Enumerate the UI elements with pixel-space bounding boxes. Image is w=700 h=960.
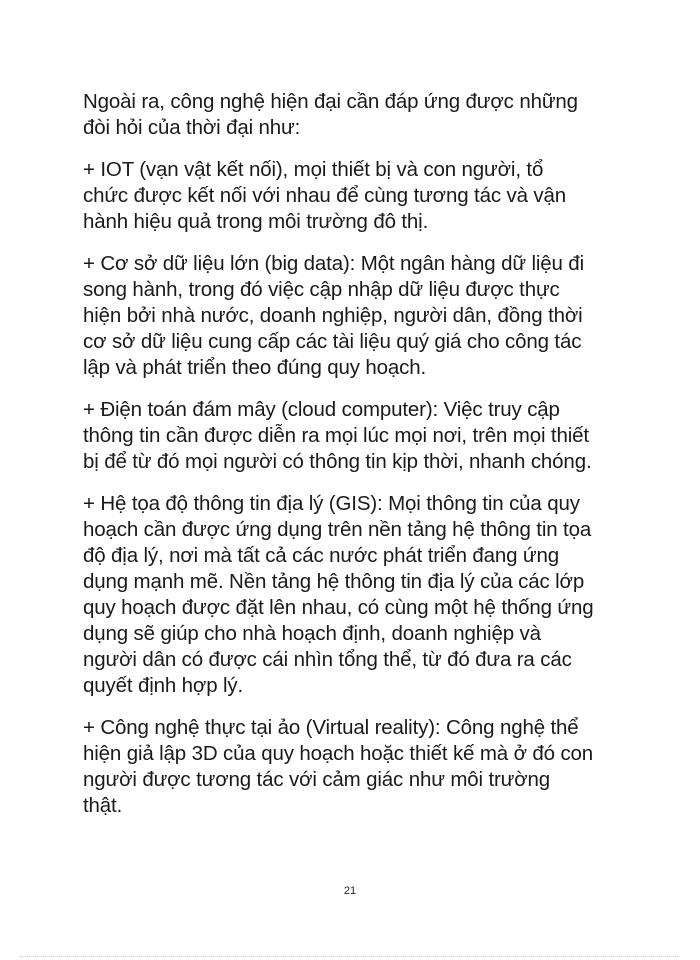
iot-paragraph: + IOT (vạn vật kết nối), mọi thiết bị và con người, tổ chức được kết nối với nhau để cùng tương tác và vận hành hiệu quả trong môi trường đô thị.: [83, 158, 566, 233]
big-data-paragraph: + Cơ sở dữ liệu lớn (big data): Một ngân hàng dữ liệu đi song hành, trong đó việc cập nhập dữ liệu được thực hiện bởi nhà nước, doanh nghiệp, người dân, đồng thời cơ sở dữ liệu cung cấp các tài liệu quý giá cho công tác lập và phát triển theo đúng quy hoạch.: [83, 252, 584, 379]
cloud-computing-paragraph: + Điện toán đám mây (cloud computer): Việc truy cập thông tin cần được diễn ra mọi lúc mọi nơi, trên mọi thiết bị để từ đó mọi người có thông tin kịp thời, nhanh chóng.: [83, 398, 592, 473]
page-number: 21: [343, 885, 357, 897]
intro-paragraph: Ngoài ra, công nghệ hiện đại cần đáp ứng được những đòi hỏi của thời đại như:: [83, 90, 578, 139]
page-body: [83, 89, 643, 835]
virtual-reality-paragraph: + Công nghệ thực tại ảo (Virtual reality): Công nghệ thể hiện giả lập 3D của quy hoạch hoặc thiết kế mà ở đó con người được tương tác với cảm giác như môi trường thật.: [83, 716, 594, 817]
bottom-divider: [20, 956, 680, 957]
gis-paragraph: + Hệ tọa độ thông tin địa lý (GIS): Mọi thông tin của quy hoạch cần được ứng dụng trên nền tảng hệ thông tin tọa độ địa lý, nơi mà tất cả các nước phát triển đang ứng dụng mạnh mẽ. Nền tảng hệ thông tin địa lý của các lớp quy hoạch được đặt lên nhau, có cùng một hệ thống ứng dụng sẽ giúp cho nhà hoạch định, doanh nghiệp và người dân có được cái nhìn tổng thể, từ đó đưa ra các quyết định hợp lý.: [83, 492, 594, 697]
